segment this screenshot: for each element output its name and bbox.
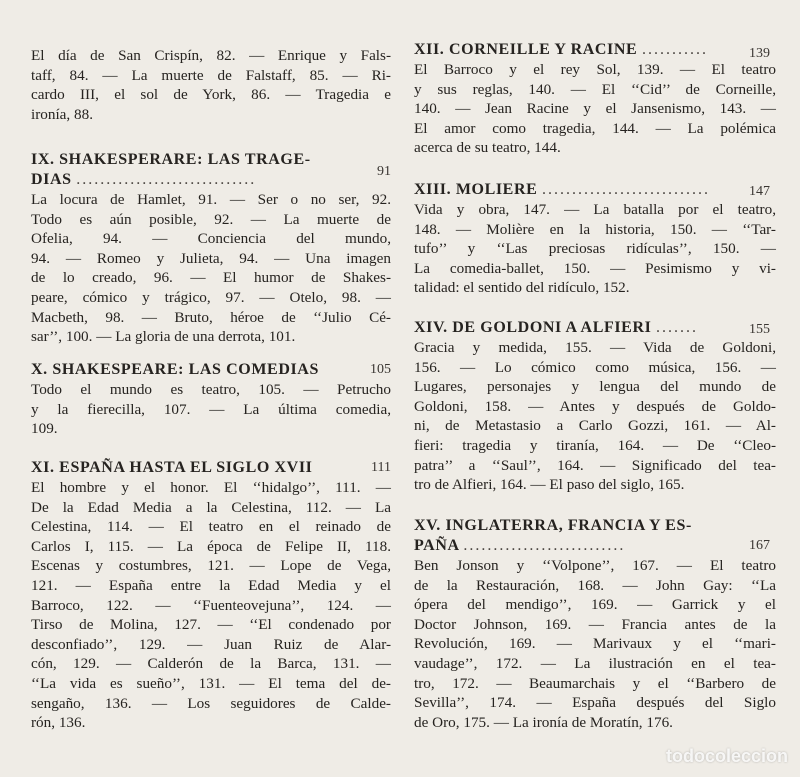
text-line: rón, 136. — [31, 714, 86, 732]
section-heading: XII. CORNEILLE Y RACINE ........... — [414, 41, 708, 58]
text-line: ironía, 88. — [31, 105, 94, 123]
text-line: Lugares, personajes y lengua del mundo de — [414, 378, 776, 396]
text-line: El Barroco y el rey Sol, 139. — El teatro — [414, 61, 776, 78]
section-heading: XIII. MOLIERE ............................ — [414, 181, 710, 198]
text-line: La comedia-ballet, 150. — Pesimismo y vi- — [414, 259, 776, 277]
text-line: Revolución, 169. — Marivaux y el ‘‘mari- — [414, 635, 776, 653]
text-line: Gracia y medida, 155. — Vida de Goldoni, — [414, 339, 776, 356]
section-heading: XI. ESPAÑA HASTA EL SIGLO XVII — [31, 459, 313, 476]
text-line: de la Restauración, 168. — John Gay: ‘‘La — [414, 576, 776, 594]
page-number: 105 — [370, 362, 391, 377]
text-line: tufo’’ y ‘‘Las preciosas ridículas’’, 150. — — [414, 240, 776, 258]
page-number: 167 — [749, 538, 770, 553]
text-line: peare, cómico y trágico, 97. — Otelo, 98. — — [31, 288, 391, 306]
text-line: De la Edad Media a la Celestina, 112. — La — [31, 498, 391, 516]
section-body — [31, 478, 391, 733]
text-line: acerca de su teatro, 144. — [414, 139, 561, 157]
text-line: ‘‘La vida es sueño’’, 131. — El tema del de- — [31, 674, 391, 692]
section-heading: XIV. DE GOLDONI A ALFIERI ....... — [414, 319, 699, 336]
text-line: Barroco, 122. — ‘‘Fuenteovejuna’’, 124. — — [31, 596, 391, 614]
section-xv — [414, 516, 776, 732]
text-line: Ofelia, 94. — Conciencia del mundo, — [31, 230, 391, 248]
text-line: ni, de Metastasio a Carlo Gozzi, 161. — Al- — [414, 417, 776, 435]
section-xi — [31, 458, 391, 733]
text-line: 140. — Jean Racine y el Jansenismo, 143. — — [414, 100, 776, 118]
page-number: 147 — [749, 184, 770, 199]
section-xii — [414, 40, 776, 158]
text-line: Tirso de Molina, 127. — ‘‘El condenado por — [31, 616, 391, 634]
watermark-logo: todocoleccion — [665, 746, 788, 766]
section-intro — [31, 46, 391, 124]
section-body — [414, 338, 776, 495]
text-line: Goldoni, 158. — Antes y después de Goldo- — [414, 397, 776, 415]
section-xiii — [414, 180, 776, 298]
section-heading-cont: DIAS .............................. — [31, 171, 257, 188]
text-line: y la fierecilla, 107. — La última comedia, — [31, 400, 391, 418]
text-line: 148. — Molière en la historia, 150. — ‘‘Tar- — [414, 220, 776, 238]
text-line: Doctor Johnson, 169. — Francia antes de la — [414, 615, 776, 633]
text-line: El día de San Crispín, 82. — Enrique y Fals- — [31, 47, 391, 64]
text-line: Celestina, 114. — El teatro en el reinado de — [31, 518, 391, 536]
section-body — [414, 200, 776, 298]
text-line: El amor como tragedia, 144. — La polémica — [414, 119, 776, 137]
page-number: 139 — [749, 46, 770, 61]
text-line: Macbeth, 98. — Bruto, héroe de ‘‘Julio Cé- — [31, 308, 391, 326]
text-line: 156. — Lo cómico como música, 156. — — [414, 358, 776, 376]
text-line: sengaño, 136. — Los seguidores de Calde- — [31, 694, 391, 712]
text-line: Todo el mundo es teatro, 105. — Petrucho — [31, 381, 391, 398]
page-number: 155 — [749, 322, 770, 337]
page-number: 111 — [371, 460, 391, 475]
text-line: La locura de Hamlet, 91. — Ser o no ser, 92. — [31, 191, 391, 208]
section-x — [31, 360, 391, 439]
text-line: 121. — España entre la Edad Media y el — [31, 576, 391, 594]
text-line: El hombre y el honor. El ‘‘hidalgo’’, 111. — — [31, 479, 391, 496]
text-line: tro de Alfieri, 164. — El paso del siglo, 165. — [414, 476, 685, 494]
text-line: 109. — [31, 420, 58, 438]
text-line: Escenas y costumbres, 121. — Lope de Vega, — [31, 557, 391, 575]
text-line: cón, 129. — Calderón de la Barca, 131. — — [31, 655, 391, 673]
text-line: Carlos I, 115. — La época de Felipe II, 118. — [31, 537, 391, 555]
page-number: 91 — [377, 164, 391, 179]
text-line: desconfiado’’, 129. — Juan Ruiz de Alar- — [31, 635, 391, 653]
text-line: patra’’ a ‘‘Saul’’, 164. — Significado del tea- — [414, 456, 776, 474]
text-line: de Oro, 175. — La ironía de Moratín, 176. — [414, 713, 673, 731]
section-heading: XV. INGLATERRA, FRANCIA Y ES- — [414, 517, 692, 534]
section-body — [414, 556, 776, 732]
text-line: Sevilla’’, 174. — España después del Siglo — [414, 694, 776, 712]
text-line: 94. — Romeo y Julieta, 94. — Una imagen — [31, 249, 391, 267]
section-body — [414, 60, 776, 158]
section-ix — [31, 150, 391, 347]
section-xiv — [414, 318, 776, 495]
text-line: vaudage’’, 172. — La ilustración en el tea- — [414, 654, 776, 672]
text-line: de lo creado, 96. — El humor de Shakes- — [31, 269, 391, 287]
text-line: ópera del mendigo’’, 169. — Garrick y el — [414, 596, 776, 614]
section-heading: X. SHAKESPEARE: LAS COMEDIAS — [31, 361, 319, 378]
section-heading-cont: PAÑA ........................... — [414, 537, 626, 554]
text-line: cardo III, el sol de York, 86. — Tragedia e — [31, 86, 391, 104]
text-line: tro, 172. — Beaumarchais y el ‘‘Barbero de — [414, 674, 776, 692]
section-heading: IX. SHAKESPERARE: LAS TRAGE- — [31, 151, 311, 168]
section-body — [31, 46, 391, 124]
text-line: y sus reglas, 140. — El ‘‘Cid’’ de Corneille, — [414, 80, 776, 98]
text-line: talidad: el sentido del ridículo, 152. — [414, 279, 630, 297]
text-line: fieri: tragedia y tiranía, 164. — De ‘‘Cleo- — [414, 436, 776, 454]
text-line: sar’’, 100. — La gloria de una derrota, 101. — [31, 328, 296, 346]
text-line: Ben Jonson y ‘‘Volpone’’, 167. — El teatro — [414, 557, 776, 574]
section-body — [31, 190, 391, 347]
text-line: Todo es aún posible, 92. — La muerte de — [31, 210, 391, 228]
text-line: taff, 84. — La muerte de Falstaff, 85. — Ri- — [31, 66, 391, 84]
section-body — [31, 380, 391, 439]
text-line: Vida y obra, 147. — La batalla por el teatro, — [414, 201, 776, 218]
